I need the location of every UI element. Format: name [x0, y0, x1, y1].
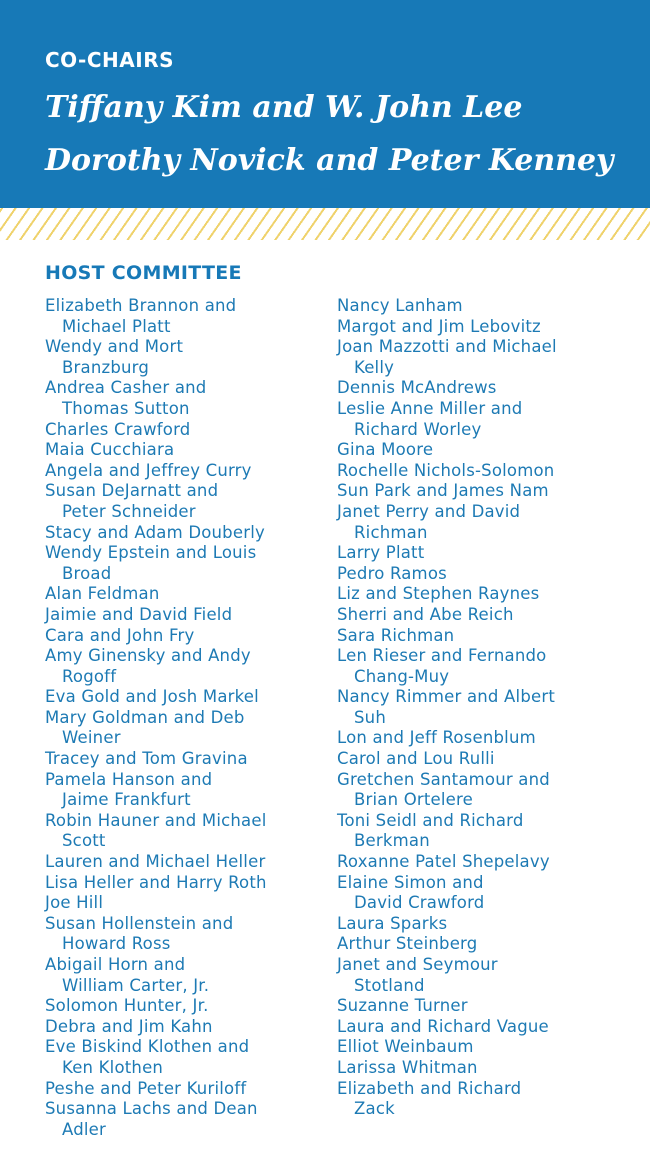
- committee-member-entry: [45, 523, 320, 544]
- cochair-pair-2: Dorothy Novick and Peter Kenney: [45, 143, 614, 178]
- committee-member-name-continued: Howard Ross: [62, 934, 171, 954]
- committee-member-entry: [337, 934, 627, 955]
- committee-member-entry: [45, 893, 320, 914]
- committee-member-name-continued: Thomas Sutton: [62, 398, 190, 418]
- committee-member-name-continued: Branzburg: [62, 357, 150, 377]
- committee-member-name-continued: Zack: [354, 1099, 395, 1119]
- committee-member-name-continued: Richman: [354, 522, 428, 542]
- committee-member-name: Suzanne Turner: [337, 996, 468, 1016]
- host-committee-left-column: [45, 296, 320, 1140]
- committee-member-name: Roxanne Patel Shepelavy: [337, 852, 550, 872]
- committee-member-entry: [337, 770, 627, 811]
- committee-member-entry: [45, 378, 320, 419]
- committee-member-name: Tracey and Tom Gravina: [45, 749, 248, 769]
- committee-member-name-continued: Stotland: [354, 975, 425, 995]
- committee-member-entry: [45, 687, 320, 708]
- committee-member-name: Angela and Jeffrey Curry: [45, 460, 252, 480]
- committee-member-name: Andrea Casher and: [45, 378, 207, 398]
- cochairs-label: CO-CHAIRS: [45, 48, 174, 72]
- committee-member-entry: [45, 811, 320, 852]
- committee-member-name-continued: Jaime Frankfurt: [62, 790, 191, 810]
- committee-member-name: Wendy Epstein and Louis: [45, 543, 257, 563]
- committee-member-name-continued: Chang-Muy: [354, 666, 450, 686]
- committee-member-name: Rochelle Nichols-Solomon: [337, 460, 555, 480]
- committee-member-name: Eve Biskind Klothen and: [45, 1037, 250, 1057]
- committee-member-name-continued: Brian Ortelere: [354, 790, 474, 810]
- committee-member-entry: [337, 605, 627, 626]
- committee-member-entry: [337, 461, 627, 482]
- committee-member-name: Nancy Rimmer and Albert: [337, 687, 556, 707]
- committee-member-name: Sherri and Abe Reich: [337, 604, 514, 624]
- committee-member-name-continued: Michael Platt: [62, 316, 171, 336]
- committee-member-name: Wendy and Mort: [45, 337, 184, 357]
- committee-member-name: Joe Hill: [45, 893, 104, 913]
- committee-member-entry: [337, 1058, 627, 1079]
- committee-member-entry: [45, 1099, 320, 1140]
- committee-member-name-continued: Weiner: [62, 728, 121, 748]
- committee-member-entry: [337, 1017, 627, 1038]
- committee-member-name-continued: William Carter, Jr.: [62, 975, 210, 995]
- committee-member-name: Amy Ginensky and Andy: [45, 646, 251, 666]
- committee-member-name-continued: Kelly: [354, 357, 395, 377]
- committee-member-entry: [45, 708, 320, 749]
- cochair-pair-1: Tiffany Kim and W. John Lee: [45, 90, 523, 125]
- committee-member-entry: [337, 749, 627, 770]
- committee-member-entry: [45, 420, 320, 441]
- committee-member-entry: [337, 440, 627, 461]
- committee-member-name: Lisa Heller and Harry Roth: [45, 872, 267, 892]
- committee-member-name: Sun Park and James Nam: [337, 481, 549, 501]
- committee-member-name-continued: Scott: [62, 831, 106, 851]
- committee-member-entry: [337, 296, 627, 317]
- committee-member-name: Alan Feldman: [45, 584, 160, 604]
- committee-member-entry: [45, 1079, 320, 1100]
- committee-member-name: Abigail Horn and: [45, 955, 186, 974]
- committee-member-entry: [45, 440, 320, 461]
- committee-member-entry: [45, 543, 320, 584]
- committee-member-name: Susan Hollenstein and: [45, 913, 234, 933]
- committee-member-entry: [45, 996, 320, 1017]
- committee-member-name: Peshe and Peter Kuriloff: [45, 1078, 247, 1098]
- committee-member-name: Janet and Seymour: [337, 955, 498, 974]
- committee-member-name: Pamela Hanson and: [45, 769, 213, 789]
- committee-member-name: Gretchen Santamour and: [337, 769, 550, 789]
- committee-member-entry: [45, 626, 320, 647]
- committee-member-name: Elaine Simon and: [337, 872, 484, 892]
- committee-member-entry: [45, 584, 320, 605]
- committee-member-name: Joan Mazzotti and Michael: [337, 337, 557, 357]
- committee-member-name-continued: Peter Schneider: [62, 501, 196, 521]
- decorative-stripe-divider: [0, 208, 650, 240]
- committee-member-name-continued: Rogoff: [62, 666, 117, 686]
- committee-member-entry: [45, 296, 320, 337]
- committee-member-name: Nancy Lanham: [337, 296, 463, 315]
- committee-member-entry: [337, 317, 627, 338]
- committee-member-name: Dennis McAndrews: [337, 378, 497, 398]
- committee-member-entry: [45, 1037, 320, 1078]
- committee-member-name: Leslie Anne Miller and: [337, 398, 523, 418]
- committee-member-name-continued: Suh: [354, 707, 386, 727]
- committee-member-name: Len Rieser and Fernando: [337, 646, 547, 666]
- committee-member-name: Sara Richman: [337, 625, 455, 645]
- committee-member-entry: [337, 399, 627, 440]
- committee-member-name: Larry Platt: [337, 543, 425, 563]
- committee-member-entry: [337, 646, 627, 687]
- committee-member-entry: [337, 337, 627, 378]
- committee-member-name-continued: Broad: [62, 563, 112, 583]
- committee-member-entry: [337, 873, 627, 914]
- committee-member-entry: [337, 852, 627, 873]
- committee-member-name: Pedro Ramos: [337, 563, 447, 583]
- committee-member-name: Robin Hauner and Michael: [45, 810, 267, 830]
- committee-member-entry: [337, 502, 627, 543]
- committee-member-name: Charles Crawford: [45, 419, 191, 439]
- committee-member-entry: [45, 914, 320, 955]
- committee-member-entry: [45, 749, 320, 770]
- committee-member-entry: [337, 481, 627, 502]
- committee-member-name: Susan DeJarnatt and: [45, 481, 219, 501]
- committee-member-name: Laura and Richard Vague: [337, 1016, 549, 1036]
- committee-member-name: Liz and Stephen Raynes: [337, 584, 540, 604]
- committee-member-entry: [45, 337, 320, 378]
- committee-member-entry: [337, 1079, 627, 1120]
- committee-member-name: Gina Moore: [337, 440, 434, 460]
- committee-member-entry: [337, 543, 627, 564]
- committee-member-entry: [337, 996, 627, 1017]
- committee-member-entry: [337, 1037, 627, 1058]
- committee-member-entry: [337, 811, 627, 852]
- committee-member-name: Lauren and Michael Heller: [45, 852, 266, 872]
- committee-member-name: Susanna Lachs and Dean: [45, 1099, 258, 1119]
- committee-member-entry: [45, 461, 320, 482]
- committee-member-name: Arthur Steinberg: [337, 934, 478, 954]
- committee-member-name: Janet Perry and David: [337, 501, 521, 521]
- committee-member-entry: [45, 770, 320, 811]
- host-committee-right-column: [337, 296, 627, 1120]
- committee-member-name: Lon and Jeff Rosenblum: [337, 728, 536, 748]
- committee-member-entry: [337, 564, 627, 585]
- committee-member-name: Toni Seidl and Richard: [337, 810, 524, 830]
- committee-member-name-continued: Ken Klothen: [62, 1057, 164, 1077]
- committee-member-entry: [337, 687, 627, 728]
- committee-member-name: Elizabeth Brannon and: [45, 296, 237, 315]
- committee-member-name-continued: Richard Worley: [354, 419, 482, 439]
- committee-member-name: Margot and Jim Lebovitz: [337, 316, 541, 336]
- committee-member-name-continued: Adler: [62, 1119, 106, 1139]
- committee-member-name: Cara and John Fry: [45, 625, 195, 645]
- committee-member-name: Solomon Hunter, Jr.: [45, 996, 209, 1016]
- committee-member-entry: [45, 646, 320, 687]
- committee-member-entry: [337, 728, 627, 749]
- committee-member-entry: [45, 873, 320, 894]
- committee-member-entry: [337, 626, 627, 647]
- committee-member-name: Carol and Lou Rulli: [337, 749, 495, 769]
- committee-member-entry: [337, 378, 627, 399]
- host-committee-heading: HOST COMMITTEE: [45, 262, 242, 284]
- committee-member-name: Stacy and Adam Douberly: [45, 522, 265, 542]
- committee-member-name: Jaimie and David Field: [45, 604, 233, 624]
- committee-member-entry: [337, 955, 627, 996]
- committee-member-name: Debra and Jim Kahn: [45, 1016, 213, 1036]
- committee-member-entry: [45, 1017, 320, 1038]
- committee-member-name: Mary Goldman and Deb: [45, 707, 245, 727]
- committee-member-name: Eva Gold and Josh Markel: [45, 687, 259, 707]
- committee-member-name: Larissa Whitman: [337, 1057, 478, 1077]
- committee-member-entry: [337, 584, 627, 605]
- committee-member-name-continued: Berkman: [354, 831, 430, 851]
- committee-member-entry: [45, 605, 320, 626]
- committee-member-entry: [337, 914, 627, 935]
- committee-member-name: Elliot Weinbaum: [337, 1037, 474, 1057]
- committee-member-name-continued: David Crawford: [354, 893, 485, 913]
- committee-member-name: Maia Cucchiara: [45, 440, 175, 460]
- committee-member-entry: [45, 481, 320, 522]
- committee-member-name: Laura Sparks: [337, 913, 448, 933]
- committee-member-name: Elizabeth and Richard: [337, 1078, 522, 1098]
- committee-member-entry: [45, 955, 320, 996]
- committee-member-entry: [45, 852, 320, 873]
- cochairs-banner: [0, 0, 650, 208]
